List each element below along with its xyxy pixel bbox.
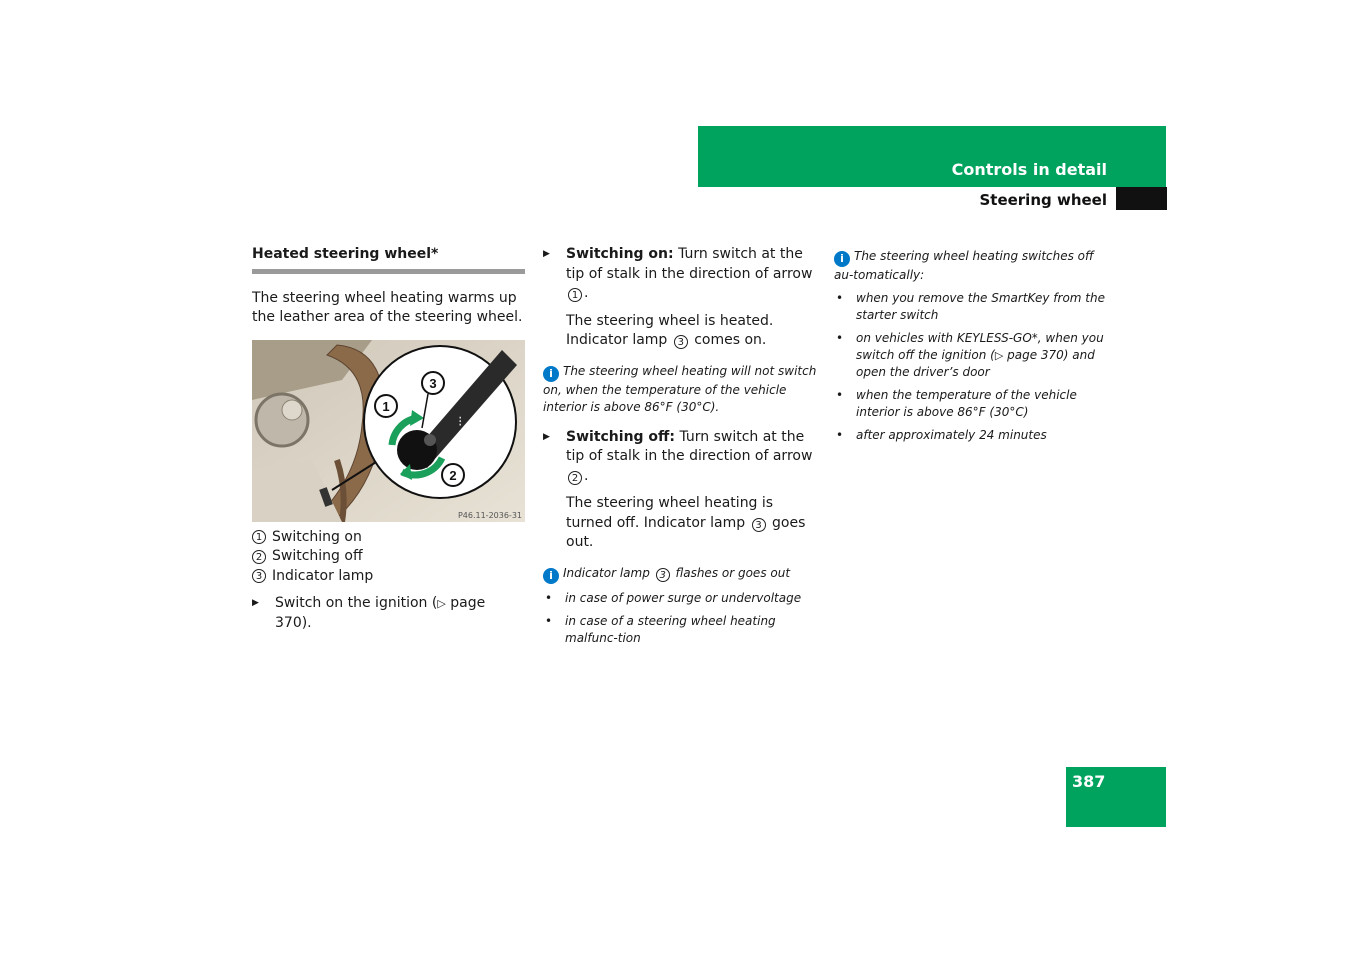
callout-number: 3 [252,569,266,583]
legend-label: Switching off [272,548,363,564]
list-item: • when you remove the SmartKey from the starter switch [834,290,1109,324]
list-item: • in case of a steering wheel heating malfunc-tion [543,613,818,647]
column-right [834,248,1109,450]
note-bullets [834,290,1109,444]
svg-text:1: 1 [382,398,390,414]
legend-item [252,567,525,587]
result-paragraph: The steering wheel heating is turned off. Indicator lamp 3 goes out. [566,495,806,550]
step-text: Switch on the ignition ( [275,595,438,611]
page-ref-icon: ▷ [437,597,446,610]
callout-number: 2 [252,550,266,564]
intro-paragraph: The steering wheel heating warms up the leather area of the steering wheel. [252,289,523,325]
step-ignition [252,594,525,633]
svg-text:⁝: ⁝ [458,413,463,430]
result-paragraph: The steering wheel is heated. Indicator lamp 3 comes on. [566,312,774,348]
step-arrow-icon: ▶ [543,431,550,442]
step-text: Turn switch at the tip of stalk in the direction of arrow [566,246,813,282]
section-marker [1116,187,1167,210]
list-item: • on vehicles with KEYLESS-GO*, when you switch off the ignition (▷ page 370) and open the driver’s door [834,330,1109,381]
list-item: • after approximately 24 minutes [834,427,1109,444]
legend-item [252,528,525,548]
legend-item [252,547,525,567]
callout-number: 1 [252,530,266,544]
page-ref-icon: ▷ [994,349,1004,362]
step-label: Switching off: [566,428,675,445]
svg-text:2: 2 [449,467,457,483]
info-note: i Indicator lamp 3 flashes or goes out [543,565,818,584]
callout-number: 3 [674,335,688,349]
column-left [252,245,525,633]
step-arrow-icon: ▶ [252,598,259,608]
legend [252,528,525,587]
step-text: page 370). [275,595,486,631]
step-text: Turn switch at the tip of stalk in the direction of arrow [566,428,813,464]
section-title: Steering wheel [979,191,1107,209]
step-switching-off: ▶ Switching off: Turn switch at the tip of stalk in the direction of arrow 2 . [543,428,818,487]
note-bullets [543,590,818,647]
callout-number: 1 [568,288,582,302]
chapter-title: Controls in detail [951,160,1107,179]
step-switching-on: ▶ Switching on: Turn switch at the tip of stalk in the direction of arrow 1 . [543,245,818,304]
info-icon: i [834,251,850,267]
callout-number: 3 [656,568,670,582]
callout-number: 2 [568,471,582,485]
svg-text:3: 3 [429,375,437,391]
step-arrow-icon: ▶ [543,249,550,259]
list-item: • in case of power surge or undervoltage [543,590,818,607]
info-note: i The steering wheel heating switches off au-tomatically: [834,249,1094,282]
figure-code: P46.11-2036-31 [457,510,522,520]
legend-label: Indicator lamp [272,567,374,584]
column-middle [543,245,818,653]
page-number: 387 [1072,772,1106,791]
step-label: Switching on: [566,246,674,262]
callout-number: 3 [752,518,766,532]
info-icon: i [543,366,559,382]
list-item: • when the temperature of the vehicle interior is above 86°F (30°C) [834,387,1109,421]
legend-label: Switching on [272,528,362,545]
info-icon: i [543,568,559,584]
steering-stalk-illustration [252,340,525,522]
info-note: i The steering wheel heating will not switch on, when the temperature of the vehicle interior is above 86°F (30°C). [543,363,817,414]
section-heading: Heated steering wheel* [252,245,525,274]
